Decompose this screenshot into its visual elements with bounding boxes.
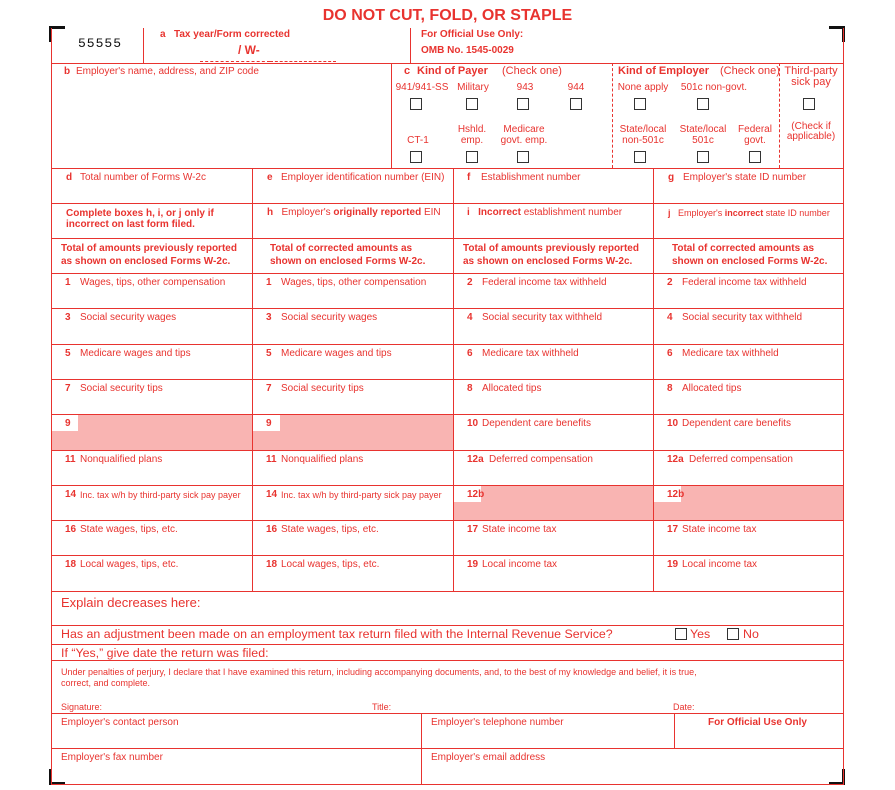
- box-number: 8: [467, 383, 473, 394]
- box-label: Social security tax withheld: [682, 312, 803, 323]
- amount-field[interactable]: [254, 467, 451, 484]
- box-number: 3: [65, 312, 71, 323]
- box-label: Inc. tax w/h by third-party sick pay payer: [281, 490, 442, 500]
- yes-label: Yes: [690, 627, 711, 641]
- box-label: Wages, tips, other compensation: [80, 277, 226, 288]
- checkbox-501c-nongovt[interactable]: [697, 98, 709, 110]
- amount-field[interactable]: [53, 502, 250, 519]
- explain-label: Explain decreases here:: [61, 595, 201, 610]
- box-g-label: Employer's state ID number: [683, 172, 807, 183]
- perjury-statement-2: correct, and complete.: [61, 678, 151, 688]
- box-number: 7: [266, 383, 272, 394]
- box-label: Local income tax: [682, 559, 758, 570]
- box-number: 11: [266, 454, 277, 465]
- checkbox-944[interactable]: [570, 98, 582, 110]
- box-label: Medicare tax withheld: [482, 348, 579, 359]
- box-label: State wages, tips, etc.: [281, 524, 379, 535]
- box-b-label: Employer's name, address, and ZIP code: [76, 66, 259, 77]
- checkbox-federal-govt[interactable]: [749, 151, 761, 163]
- row-divider: [51, 520, 844, 521]
- box-label: Inc. tax w/h by third-party sick pay payer: [80, 490, 241, 500]
- box-label: Deferred compensation: [489, 454, 593, 465]
- box-h-label: h Employer's originally reported EIN: [267, 207, 441, 218]
- box-number: 16: [266, 524, 278, 535]
- kind-of-employer-title: Kind of Employer: [618, 65, 710, 77]
- box-a-letter: a: [160, 29, 166, 40]
- contact-person-label: Employer's contact person: [61, 717, 179, 728]
- amount-field[interactable]: [53, 467, 250, 484]
- employer-opt-state-non501c-2: non-501c: [622, 135, 664, 146]
- box-label: Social security wages: [80, 312, 177, 323]
- box-number: 3: [266, 312, 272, 323]
- payer-opt-hshld: Hshld.: [457, 124, 487, 135]
- box-number: 8: [667, 383, 673, 394]
- box-label: Social security tax withheld: [482, 312, 603, 323]
- amount-field[interactable]: [455, 290, 651, 307]
- box-label: Social security tips: [80, 383, 163, 394]
- kind-of-payer-check: (Check one): [502, 65, 562, 77]
- box-number: 19: [667, 559, 679, 570]
- box-number: 4: [667, 312, 673, 323]
- box-number: 10: [667, 418, 679, 429]
- amount-field[interactable]: [53, 325, 250, 343]
- checkbox-yes[interactable]: [675, 628, 687, 640]
- box-f-label: Establishment number: [481, 172, 581, 183]
- box-label: Medicare tax withheld: [682, 348, 779, 359]
- box-number: 14: [266, 489, 278, 500]
- box-number: 2: [467, 277, 473, 288]
- box-f-letter: f: [467, 172, 471, 183]
- amount-field[interactable]: [655, 361, 841, 378]
- amount-field[interactable]: [455, 396, 651, 413]
- box-number: 10: [467, 418, 479, 429]
- amount-field[interactable]: [655, 572, 841, 590]
- form-code: 55555: [78, 36, 123, 51]
- payer-opt-medicare: Medicare: [503, 124, 545, 135]
- amount-field[interactable]: [455, 431, 651, 449]
- payer-opt-ct1: CT-1: [407, 135, 429, 146]
- tax-year-label: Tax year/Form corrected: [174, 29, 290, 40]
- checkbox-state-non501c[interactable]: [634, 151, 646, 163]
- amount-field[interactable]: [53, 537, 250, 554]
- box-label: Allocated tips: [682, 383, 742, 394]
- box-number: 16: [65, 524, 77, 535]
- amount-field[interactable]: [655, 467, 841, 484]
- box-number: 11: [65, 454, 76, 465]
- box-number: 4: [467, 312, 473, 323]
- box-label: Dependent care benefits: [482, 418, 591, 429]
- omb-number: OMB No. 1545-0029: [421, 45, 514, 56]
- row-divider: [51, 555, 844, 556]
- complete-note: Complete boxes h, i, or j only if: [66, 208, 214, 219]
- amount-field[interactable]: [455, 467, 651, 484]
- box-d-letter: d: [66, 172, 73, 183]
- amount-field[interactable]: [655, 431, 841, 449]
- box-number: 2: [667, 277, 673, 288]
- amount-field[interactable]: [655, 537, 841, 554]
- box-label: State income tax: [682, 524, 757, 535]
- checkbox-941[interactable]: [410, 98, 422, 110]
- box-number: 7: [65, 383, 71, 394]
- checkbox-hshld[interactable]: [466, 151, 478, 163]
- box-number: 1: [65, 277, 71, 288]
- third-party-label: Third-party: [784, 65, 838, 77]
- box-number: 12b: [667, 489, 685, 500]
- checkbox-state-501c[interactable]: [697, 151, 709, 163]
- payer-opt-941: 941/941-SS: [395, 82, 449, 93]
- box-number: 5: [266, 348, 272, 359]
- amount-field[interactable]: [254, 325, 451, 343]
- date-label: Date:: [673, 702, 695, 712]
- payer-opt-medicare-govt: govt. emp.: [500, 135, 548, 146]
- adjustment-question: Has an adjustment been made on an employment tax return filed with the Internal Revenue Service?: [61, 627, 613, 641]
- email-label: Employer's email address: [431, 752, 546, 763]
- row-divider: [51, 379, 844, 380]
- amount-field[interactable]: [655, 325, 841, 343]
- amount-field[interactable]: [655, 396, 841, 413]
- employer-opt-state-501c: State/local: [679, 124, 727, 135]
- col-header-corr-b: Total of corrected amounts as shown on enclosed Forms W-2c.: [672, 243, 828, 267]
- box-number: 1: [266, 277, 272, 288]
- box-number: 18: [266, 559, 278, 570]
- box-e-letter: e: [267, 172, 273, 183]
- box-label: Allocated tips: [482, 383, 542, 394]
- box-label: Medicare wages and tips: [80, 348, 191, 359]
- tax-year-field[interactable]: / W-: [238, 43, 260, 57]
- box-label: Social security wages: [281, 312, 378, 323]
- box-number: 5: [65, 348, 71, 359]
- row-divider: [51, 591, 844, 592]
- amount-field[interactable]: [254, 361, 451, 378]
- row-divider: [51, 450, 844, 451]
- third-party-label-2: sick pay: [791, 76, 831, 88]
- box-number: 12a: [667, 454, 684, 465]
- checkbox-none-apply[interactable]: [634, 98, 646, 110]
- amount-field[interactable]: [254, 572, 451, 590]
- shaded-box-bottom: [454, 502, 653, 520]
- amount-field[interactable]: [254, 537, 451, 554]
- box-number: 18: [65, 559, 77, 570]
- row-divider: [51, 308, 844, 309]
- col-header-prev-a: Total of amounts previously reported as shown on enclosed Forms W-2c.: [61, 243, 237, 267]
- amount-field[interactable]: [254, 290, 451, 307]
- box-label: Dependent care benefits: [682, 418, 791, 429]
- box-label: Wages, tips, other compensation: [281, 277, 427, 288]
- box-number: 17: [667, 524, 679, 535]
- signature-label: Signature:: [61, 702, 103, 712]
- amount-field[interactable]: [455, 537, 651, 554]
- box-number: 9: [266, 418, 272, 429]
- shaded-box-bottom: [654, 502, 843, 520]
- employer-opt-501c: 501c non-govt.: [680, 82, 748, 93]
- employer-opt-none: None apply: [617, 82, 669, 93]
- checkbox-ct1[interactable]: [410, 151, 422, 163]
- box-number: 17: [467, 524, 479, 535]
- box-label: Social security tips: [281, 383, 364, 394]
- box-number: 6: [467, 348, 473, 359]
- box-number: 14: [65, 489, 77, 500]
- amount-field[interactable]: [53, 361, 250, 378]
- checkbox-third-party[interactable]: [803, 98, 815, 110]
- payer-opt-military: Military: [457, 82, 489, 93]
- employer-opt-state-non501c: State/local: [619, 124, 667, 135]
- employer-opt-state-501c-2: 501c: [692, 135, 714, 146]
- form-title: DO NOT CUT, FOLD, OR STAPLE: [322, 7, 573, 24]
- amount-field[interactable]: [254, 502, 451, 519]
- shaded-box-bottom: [253, 431, 453, 450]
- amount-field[interactable]: [53, 290, 250, 307]
- box-label: State income tax: [482, 524, 557, 535]
- amount-field[interactable]: [455, 572, 651, 590]
- kind-of-payer-title: Kind of Payer: [417, 65, 488, 77]
- box-label: Nonqualified plans: [80, 454, 163, 465]
- box-i-label: i Incorrect establishment number: [467, 207, 623, 218]
- complete-note-2: incorrect on last form filed.: [66, 219, 195, 230]
- box-label: Local wages, tips, etc.: [80, 559, 179, 570]
- box-number: 12a: [467, 454, 484, 465]
- row-divider: [51, 344, 844, 345]
- box-label: Deferred compensation: [689, 454, 793, 465]
- box-number: 6: [667, 348, 673, 359]
- kind-of-employer-check: (Check one): [720, 65, 780, 77]
- box-label: Nonqualified plans: [281, 454, 364, 465]
- official-use-only: For Official Use Only: [708, 717, 807, 728]
- perjury-statement: Under penalties of perjury, I declare that I have examined this return, including accompanying documents, and, to the best of my knowledge and belief, it is true,: [61, 667, 697, 677]
- telephone-label: Employer's telephone number: [431, 717, 564, 728]
- box-number: 9: [65, 418, 71, 429]
- title-label: Title:: [372, 702, 392, 712]
- payer-opt-943: 943: [516, 82, 534, 93]
- box-label: Federal income tax withheld: [682, 277, 807, 288]
- checkbox-medicare[interactable]: [517, 151, 529, 163]
- no-label: No: [743, 627, 759, 641]
- amount-field[interactable]: [254, 396, 451, 413]
- amount-field[interactable]: [53, 572, 250, 590]
- box-d-label: Total number of Forms W-2c: [80, 172, 206, 183]
- box-e-label: Employer identification number (EIN): [281, 172, 445, 183]
- employer-opt-federal: Federal: [738, 124, 772, 135]
- col-header-prev-b: Total of amounts previously reported as shown on enclosed Forms W-2c.: [463, 243, 639, 267]
- box-number: 12b: [467, 489, 485, 500]
- third-party-check-2: applicable): [786, 131, 836, 142]
- box-b-letter: b: [64, 66, 71, 77]
- checkbox-military[interactable]: [466, 98, 478, 110]
- box-label: State wages, tips, etc.: [80, 524, 178, 535]
- box-number: 19: [467, 559, 479, 570]
- col-header-corr-a: Total of corrected amounts as shown on enclosed Forms W-2c.: [270, 243, 426, 267]
- official-use-label: For Official Use Only:: [421, 29, 524, 40]
- payer-opt-944: 944: [567, 82, 585, 93]
- box-g-letter: g: [668, 172, 675, 183]
- fax-label: Employer's fax number: [61, 752, 163, 763]
- amount-field[interactable]: [455, 361, 651, 378]
- checkbox-no[interactable]: [727, 628, 739, 640]
- box-c-letter: c: [404, 65, 411, 77]
- if-yes-label: If “Yes,” give date the return was filed:: [61, 646, 269, 660]
- checkbox-943[interactable]: [517, 98, 529, 110]
- employer-opt-federal-2: govt.: [744, 135, 766, 146]
- box-j-label: j Employer's incorrect state ID number: [668, 208, 830, 218]
- box-label: Local income tax: [482, 559, 558, 570]
- payer-opt-hshld-emp: emp.: [460, 135, 484, 146]
- amount-field[interactable]: [53, 396, 250, 413]
- amount-field[interactable]: [655, 290, 841, 307]
- box-label: Federal income tax withheld: [482, 277, 607, 288]
- third-party-check: (Check if: [791, 121, 831, 132]
- shaded-box-bottom: [52, 431, 252, 450]
- box-label: Medicare wages and tips: [281, 348, 392, 359]
- box-label: Local wages, tips, etc.: [281, 559, 380, 570]
- amount-field[interactable]: [455, 325, 651, 343]
